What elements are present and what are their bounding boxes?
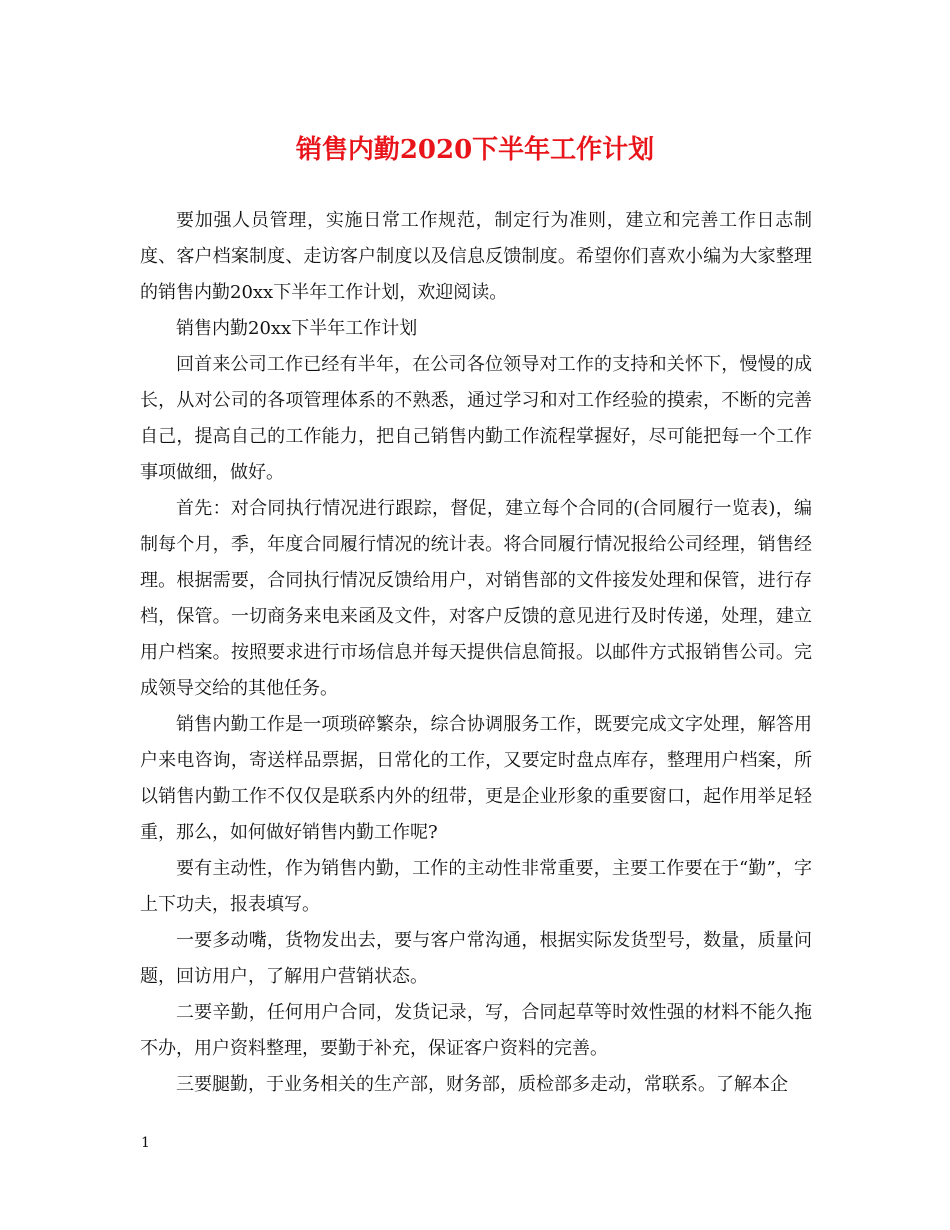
paragraph: 要加强人员管理，实施日常工作规范，制定行为准则，建立和完善工作日志制度、客户档案制度、走访客户制度以及信息反馈制度。希望你们喜欢小编为大家整理的销售内勤20xx下半年工作计划，欢迎阅读。 bbox=[140, 210, 812, 303]
paragraph: 一要多动嘴，货物发出去，要与客户常沟通，根据实际发货型号，数量，质量问题，回访用户，了解用户营销状态。 bbox=[140, 930, 812, 987]
document-title: 销售内勤2020下半年工作计划 bbox=[295, 135, 655, 165]
page-number: 1 bbox=[141, 1135, 150, 1151]
paragraph: 销售内勤工作是一项琐碎繁杂，综合协调服务工作，既要完成文字处理，解答用户来电咨询，寄送样品票据，日常化的工作，又要定时盘点库存，整理用户档案，所以销售内勤工作不仅仅是联系内外的纽带，更是企业形象的重要窗口，起作用举足轻重，那么，如何做好销售内勤工作呢? bbox=[140, 714, 812, 843]
paragraph: 要有主动性，作为销售内勤，工作的主动性非常重要，主要工作要在于“勤”，字上下功夫，报表填写。 bbox=[140, 858, 812, 915]
paragraph: 销售内勤20xx下半年工作计划 bbox=[176, 318, 418, 339]
paragraph: 二要辛勤，任何用户合同，发货记录，写，合同起草等时效性强的材料不能久拖不办，用户资料整理，要勤于补充，保证客户资料的完善。 bbox=[140, 1002, 812, 1059]
paragraph: 回首来公司工作已经有半年，在公司各位领导对工作的支持和关怀下，慢慢的成长，从对公司的各项管理体系的不熟悉，通过学习和对工作经验的摸索，不断的完善自己，提高自己的工作能力，把自己销售内勤工作流程掌握好，尽可能把每一个工作事项做细，做好。 bbox=[140, 354, 812, 483]
document-body bbox=[140, 203, 812, 1103]
paragraph: 三要腿勤，于业务相关的生产部，财务部，质检部多走动，常联系。了解本企 bbox=[176, 1074, 788, 1095]
paragraph: 首先：对合同执行情况进行跟踪，督促，建立每个合同的(合同履行一览表)，编制每个月，季，年度合同履行情况的统计表。将合同履行情况报给公司经理，销售经理。根据需要，合同执行情况反馈给用户，对销售部的文件接发处理和保管，进行存档，保管。一切商务来电来函及文件，对客户反馈的意见进行及时传递，处理，建立用户档案。按照要求进行市场信息并每天提供信息简报。以邮件方式报销售公司。完成领导交给的其他任务。 bbox=[140, 498, 812, 699]
